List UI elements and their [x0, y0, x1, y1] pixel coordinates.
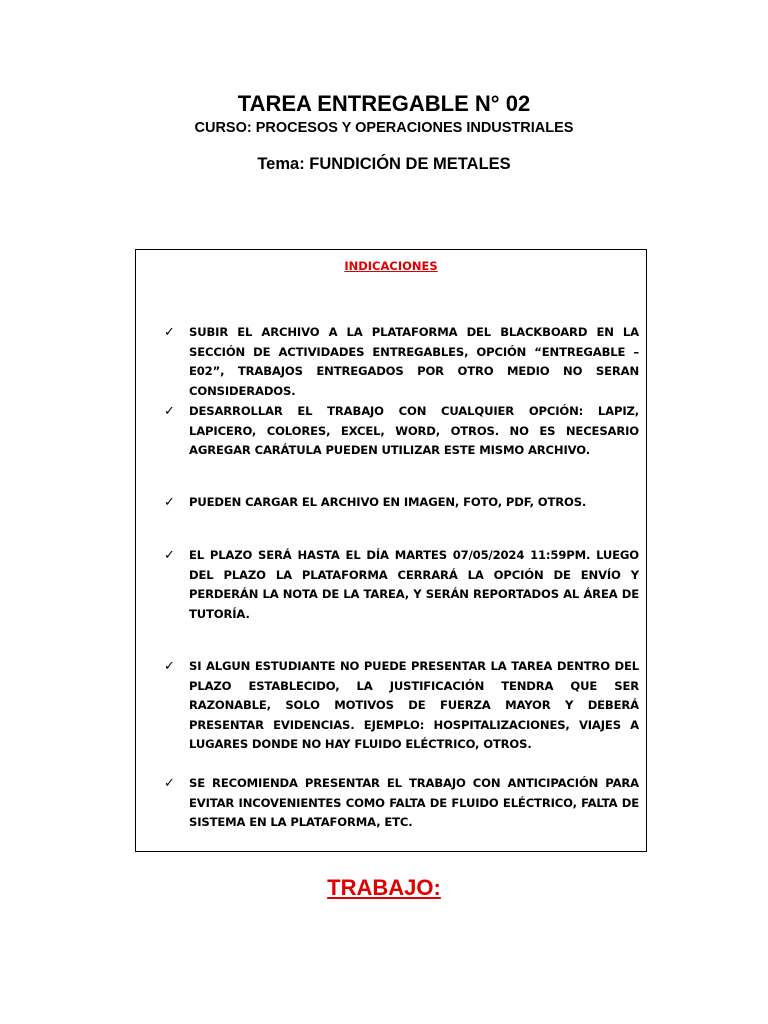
- instruction-text: PUEDEN CARGAR EL ARCHIVO EN IMAGEN, FOTO, PDF, OTROS.: [189, 495, 587, 509]
- instructions-heading: INDICACIONES: [344, 259, 438, 273]
- course-line: CURSO: PROCESOS Y OPERACIONES INDUSTRIALES: [194, 120, 574, 136]
- checkmark-icon: ✓: [164, 776, 175, 791]
- instruction-text: EL PLAZO SERÁ HASTA EL DÍA MARTES 07/05/2024 11:59PM. LUEGO DEL PLAZO LA PLATAFORMA CERRARÁ LA OPCIÓN DE ENVÍO Y PERDERÁN LA NOTA DE LA TAREA, Y SERÁN REPORTADOS AL ÁREA DE TUTORÍA.: [189, 548, 639, 621]
- document-title: TAREA ENTREGABLE N° 02: [237, 91, 531, 116]
- checkmark-icon: ✓: [164, 325, 175, 340]
- instruction-text: SE RECOMIENDA PRESENTAR EL TRABAJO CON ANTICIPACIÓN PARA EVITAR INCOVENIENTES COMO FALTA DE FLUIDO ELÉCTRICO, FALTA DE SISTEMA EN LA PLATAFORMA, ETC.: [189, 776, 639, 830]
- checkmark-icon: ✓: [164, 495, 175, 510]
- work-heading: TRABAJO:: [327, 875, 441, 900]
- instruction-text: SI ALGUN ESTUDIANTE NO PUEDE PRESENTAR LA TAREA DENTRO DEL PLAZO ESTABLECIDO, LA JUSTIFICACIÓN TENDRA QUE SER RAZONABLE, SOLO MOTIVOS DE FUERZA MAYOR Y DEBERÁ PRESENTAR EVIDENCIAS. EJEMPLO: HOSPITALIZACIONES, VIAJES A LUGARES DONDE NO HAY FLUIDO ELÉCTRICO, OTROS.: [189, 659, 639, 752]
- topic-line: [0, 152, 768, 176]
- checkmark-icon: ✓: [164, 548, 175, 563]
- topic-value: FUNDICIÓN DE METALES: [309, 155, 511, 173]
- instructions-box: [135, 249, 647, 852]
- instruction-text: SUBIR EL ARCHIVO A LA PLATAFORMA DEL BLACKBOARD EN LA SECCIÓN DE ACTIVIDADES ENTREGABLES, OPCIÓN “ENTREGABLE – E02”, TRABAJOS ENTREGADOS POR OTRO MEDIO NO SERAN CONSIDERADOS.: [189, 325, 639, 398]
- checkmark-icon: ✓: [164, 659, 175, 674]
- instruction-text: DESARROLLAR EL TRABAJO CON CUALQUIER OPCIÓN: LAPIZ, LAPICERO, COLORES, EXCEL, WORD, OTROS. NO ES NECESARIO AGREGAR CARÁTULA PUEDEN UTILIZAR ESTE MISMO ARCHIVO.: [189, 404, 639, 458]
- topic-label: Tema:: [257, 155, 310, 173]
- checkmark-icon: ✓: [164, 404, 175, 419]
